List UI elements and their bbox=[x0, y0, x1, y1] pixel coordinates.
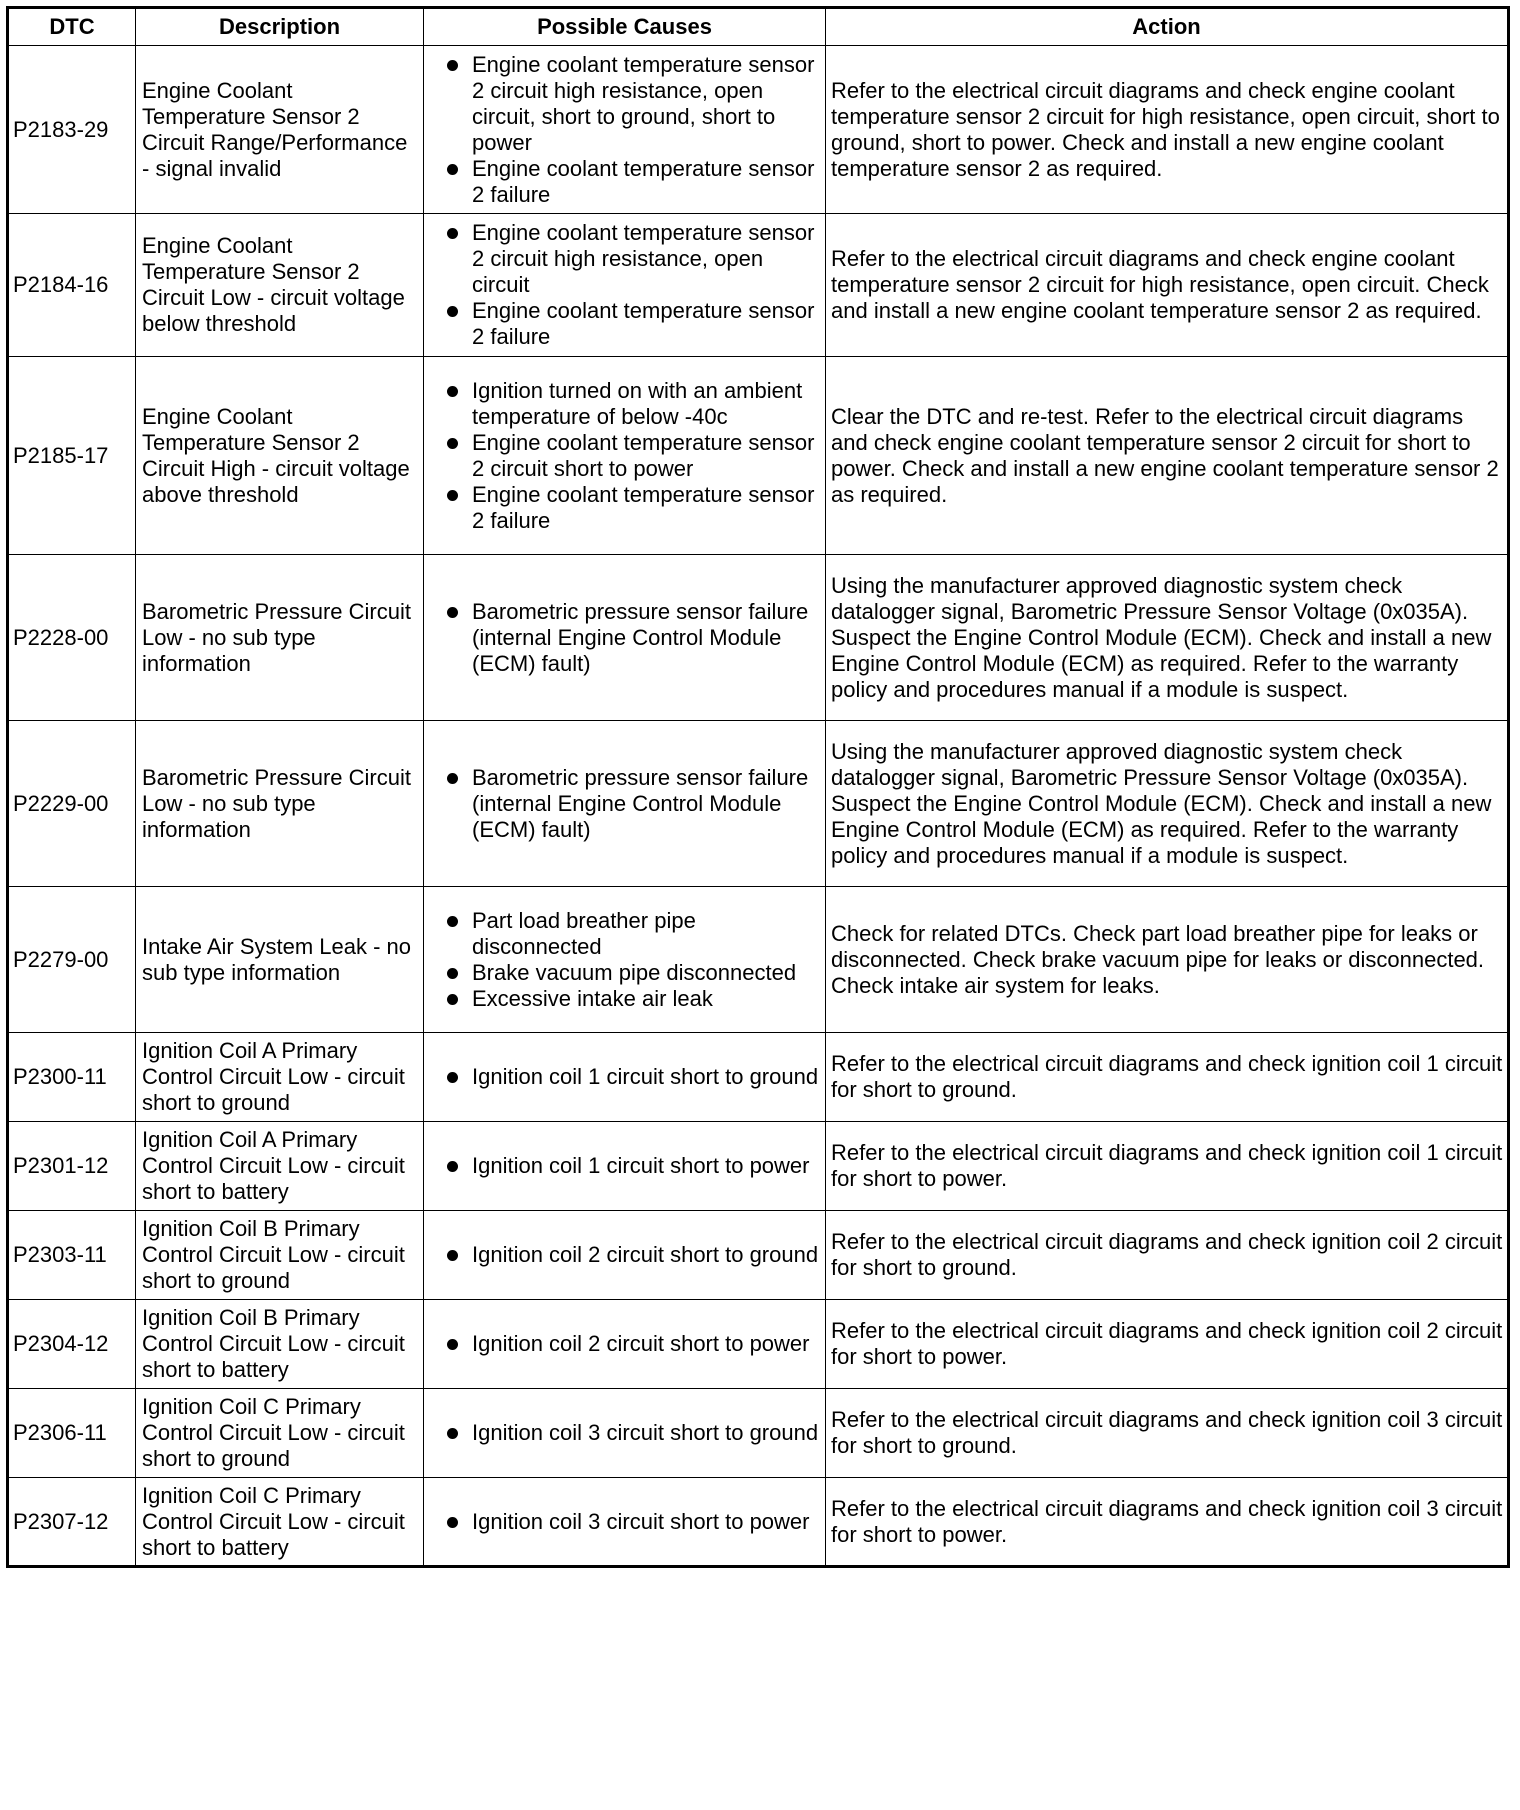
bullet-icon bbox=[447, 1428, 458, 1439]
possible-causes-cell bbox=[424, 357, 826, 555]
dtc-action: Clear the DTC and re-test. Refer to the electrical circuit diagrams and check engine coolant temperature sensor 2 circuit for short to power. Check and install a new engine coolant temperature sensor 2 as required. bbox=[826, 357, 1509, 555]
cause-item bbox=[424, 378, 821, 430]
table-row bbox=[8, 1389, 1509, 1478]
cause-list bbox=[424, 599, 821, 677]
cause-text: Ignition coil 1 circuit short to ground bbox=[472, 1064, 819, 1089]
cause-item bbox=[424, 1509, 821, 1535]
dtc-code: P2184-16 bbox=[8, 214, 136, 357]
table-header bbox=[8, 8, 1509, 46]
bullet-icon bbox=[447, 607, 458, 618]
table-row bbox=[8, 1300, 1509, 1389]
table-row bbox=[8, 357, 1509, 555]
cause-item bbox=[424, 599, 821, 677]
cause-item bbox=[424, 1064, 821, 1090]
cause-list bbox=[424, 1242, 821, 1268]
bullet-icon bbox=[447, 1072, 458, 1083]
dtc-code: P2301-12 bbox=[8, 1122, 136, 1211]
cause-text: Engine coolant temperature sensor 2 circuit high resistance, open circuit, short to ground, short to power bbox=[472, 51, 815, 155]
cause-text: Ignition coil 2 circuit short to ground bbox=[472, 1242, 819, 1267]
cause-item bbox=[424, 1331, 821, 1357]
dtc-action: Using the manufacturer approved diagnostic system check datalogger signal, Barometric Pressure Sensor Voltage (0x035A). Suspect the Engine Control Module (ECM). Check and install a new Engine Control Module (ECM) as required. Refer to the warranty policy and procedures manual if a module is suspect. bbox=[826, 555, 1509, 721]
dtc-action: Using the manufacturer approved diagnostic system check datalogger signal, Barometric Pressure Sensor Voltage (0x035A). Suspect the Engine Control Module (ECM). Check and install a new Engine Control Module (ECM) as required. Refer to the warranty policy and procedures manual if a module is suspect. bbox=[826, 721, 1509, 887]
dtc-code: P2185-17 bbox=[8, 357, 136, 555]
cause-item bbox=[424, 430, 821, 482]
dtc-description: Engine Coolant Temperature Sensor 2 Circuit Range/Performance - signal invalid bbox=[136, 46, 424, 214]
possible-causes-cell bbox=[424, 1033, 826, 1122]
cause-list bbox=[424, 908, 821, 1012]
table-row bbox=[8, 721, 1509, 887]
table-row bbox=[8, 46, 1509, 214]
possible-causes-cell bbox=[424, 1211, 826, 1300]
bullet-icon bbox=[447, 773, 458, 784]
dtc-code: P2307-12 bbox=[8, 1478, 136, 1567]
cause-list bbox=[424, 52, 821, 208]
possible-causes-cell bbox=[424, 887, 826, 1033]
possible-causes-cell bbox=[424, 1389, 826, 1478]
header-action: Action bbox=[826, 8, 1509, 46]
cause-item bbox=[424, 1242, 821, 1268]
header-row bbox=[8, 8, 1509, 46]
table-row bbox=[8, 887, 1509, 1033]
cause-item bbox=[424, 298, 821, 350]
cause-text: Engine coolant temperature sensor 2 failure bbox=[472, 481, 815, 533]
dtc-action: Refer to the electrical circuit diagrams and check ignition coil 1 circuit for short to power. bbox=[826, 1122, 1509, 1211]
cause-item bbox=[424, 1420, 821, 1446]
cause-text: Barometric pressure sensor failure (internal Engine Control Module (ECM) fault) bbox=[472, 598, 809, 676]
cause-list bbox=[424, 378, 821, 534]
bullet-icon bbox=[447, 968, 458, 979]
dtc-action: Refer to the electrical circuit diagrams and check ignition coil 2 circuit for short to power. bbox=[826, 1300, 1509, 1389]
dtc-action: Refer to the electrical circuit diagrams and check ignition coil 3 circuit for short to ground. bbox=[826, 1389, 1509, 1478]
cause-item bbox=[424, 908, 821, 960]
table-row bbox=[8, 555, 1509, 721]
cause-item bbox=[424, 52, 821, 156]
table-row bbox=[8, 1478, 1509, 1567]
dtc-code: P2300-11 bbox=[8, 1033, 136, 1122]
bullet-icon bbox=[447, 306, 458, 317]
cause-list bbox=[424, 1153, 821, 1179]
bullet-icon bbox=[447, 994, 458, 1005]
cause-item bbox=[424, 765, 821, 843]
dtc-table bbox=[6, 6, 1510, 1568]
dtc-description: Ignition Coil B Primary Control Circuit Low - circuit short to ground bbox=[136, 1211, 424, 1300]
possible-causes-cell bbox=[424, 1122, 826, 1211]
possible-causes-cell bbox=[424, 1478, 826, 1567]
dtc-action: Refer to the electrical circuit diagrams and check engine coolant temperature sensor 2 circuit for high resistance, open circuit. Check and install a new engine coolant temperature sensor 2 as required. bbox=[826, 214, 1509, 357]
dtc-description: Ignition Coil A Primary Control Circuit Low - circuit short to ground bbox=[136, 1033, 424, 1122]
cause-item bbox=[424, 220, 821, 298]
table-row bbox=[8, 1211, 1509, 1300]
cause-item bbox=[424, 156, 821, 208]
possible-causes-cell bbox=[424, 555, 826, 721]
bullet-icon bbox=[447, 60, 458, 71]
cause-text: Engine coolant temperature sensor 2 failure bbox=[472, 298, 815, 349]
dtc-code: P2304-12 bbox=[8, 1300, 136, 1389]
dtc-action: Refer to the electrical circuit diagrams and check engine coolant temperature sensor 2 circuit for high resistance, open circuit, short to ground, short to power. Check and install a new engine coolant temperature sensor 2 as required. bbox=[826, 46, 1509, 214]
cause-text: Ignition turned on with an ambient temperature of below -40c bbox=[472, 377, 803, 429]
header-dtc: DTC bbox=[8, 8, 136, 46]
table-row bbox=[8, 1122, 1509, 1211]
possible-causes-cell bbox=[424, 46, 826, 214]
cause-text: Excessive intake air leak bbox=[472, 985, 713, 1011]
dtc-description: Engine Coolant Temperature Sensor 2 Circuit Low - circuit voltage below threshold bbox=[136, 214, 424, 357]
dtc-code: P2228-00 bbox=[8, 555, 136, 721]
cause-text: Ignition coil 2 circuit short to power bbox=[472, 1331, 810, 1356]
cause-list bbox=[424, 1331, 821, 1357]
cause-list bbox=[424, 765, 821, 843]
bullet-icon bbox=[447, 490, 458, 501]
cause-item bbox=[424, 986, 821, 1012]
bullet-icon bbox=[447, 228, 458, 239]
cause-text: Ignition coil 3 circuit short to power bbox=[472, 1508, 810, 1534]
bullet-icon bbox=[447, 1250, 458, 1261]
dtc-description: Engine Coolant Temperature Sensor 2 Circuit High - circuit voltage above threshold bbox=[136, 357, 424, 555]
table-body bbox=[8, 46, 1509, 1567]
cause-text: Engine coolant temperature sensor 2 failure bbox=[472, 155, 815, 207]
cause-text: Part load breather pipe disconnected bbox=[472, 907, 696, 959]
possible-causes-cell bbox=[424, 721, 826, 887]
dtc-description: Ignition Coil C Primary Control Circuit Low - circuit short to ground bbox=[136, 1389, 424, 1478]
cause-list bbox=[424, 220, 821, 350]
header-description: Description bbox=[136, 8, 424, 46]
table-row bbox=[8, 214, 1509, 357]
dtc-action: Refer to the electrical circuit diagrams and check ignition coil 3 circuit for short to power. bbox=[826, 1478, 1509, 1567]
dtc-action: Refer to the electrical circuit diagrams and check ignition coil 1 circuit for short to ground. bbox=[826, 1033, 1509, 1122]
table-row bbox=[8, 1033, 1509, 1122]
dtc-action: Check for related DTCs. Check part load breather pipe for leaks or disconnected. Check brake vacuum pipe for leaks or disconnected. Check intake air system for leaks. bbox=[826, 887, 1509, 1033]
dtc-code: P2183-29 bbox=[8, 46, 136, 214]
cause-list bbox=[424, 1509, 821, 1535]
cause-item bbox=[424, 482, 821, 534]
cause-list bbox=[424, 1420, 821, 1446]
dtc-description: Intake Air System Leak - no sub type information bbox=[136, 887, 424, 1033]
bullet-icon bbox=[447, 1161, 458, 1172]
dtc-code: P2303-11 bbox=[8, 1211, 136, 1300]
cause-item bbox=[424, 960, 821, 986]
dtc-code: P2229-00 bbox=[8, 721, 136, 887]
bullet-icon bbox=[447, 1339, 458, 1350]
possible-causes-cell bbox=[424, 1300, 826, 1389]
cause-item bbox=[424, 1153, 821, 1179]
bullet-icon bbox=[447, 164, 458, 175]
dtc-description: Ignition Coil B Primary Control Circuit Low - circuit short to battery bbox=[136, 1300, 424, 1389]
dtc-code: P2306-11 bbox=[8, 1389, 136, 1478]
dtc-action: Refer to the electrical circuit diagrams and check ignition coil 2 circuit for short to ground. bbox=[826, 1211, 1509, 1300]
dtc-code: P2279-00 bbox=[8, 887, 136, 1033]
header-possible-causes: Possible Causes bbox=[424, 8, 826, 46]
bullet-icon bbox=[447, 1517, 458, 1528]
cause-text: Ignition coil 3 circuit short to ground bbox=[472, 1420, 819, 1445]
dtc-description: Ignition Coil C Primary Control Circuit Low - circuit short to battery bbox=[136, 1478, 424, 1567]
cause-text: Brake vacuum pipe disconnected bbox=[472, 959, 797, 985]
dtc-description: Ignition Coil A Primary Control Circuit Low - circuit short to battery bbox=[136, 1122, 424, 1211]
possible-causes-cell bbox=[424, 214, 826, 357]
bullet-icon bbox=[447, 386, 458, 397]
cause-text: Ignition coil 1 circuit short to power bbox=[472, 1153, 810, 1178]
bullet-icon bbox=[447, 438, 458, 449]
cause-text: Barometric pressure sensor failure (internal Engine Control Module (ECM) fault) bbox=[472, 764, 809, 842]
cause-list bbox=[424, 1064, 821, 1090]
dtc-description: Barometric Pressure Circuit Low - no sub type information bbox=[136, 555, 424, 721]
cause-text: Engine coolant temperature sensor 2 circuit short to power bbox=[472, 429, 815, 481]
bullet-icon bbox=[447, 916, 458, 927]
cause-text: Engine coolant temperature sensor 2 circuit high resistance, open circuit bbox=[472, 220, 815, 297]
dtc-description: Barometric Pressure Circuit Low - no sub type information bbox=[136, 721, 424, 887]
